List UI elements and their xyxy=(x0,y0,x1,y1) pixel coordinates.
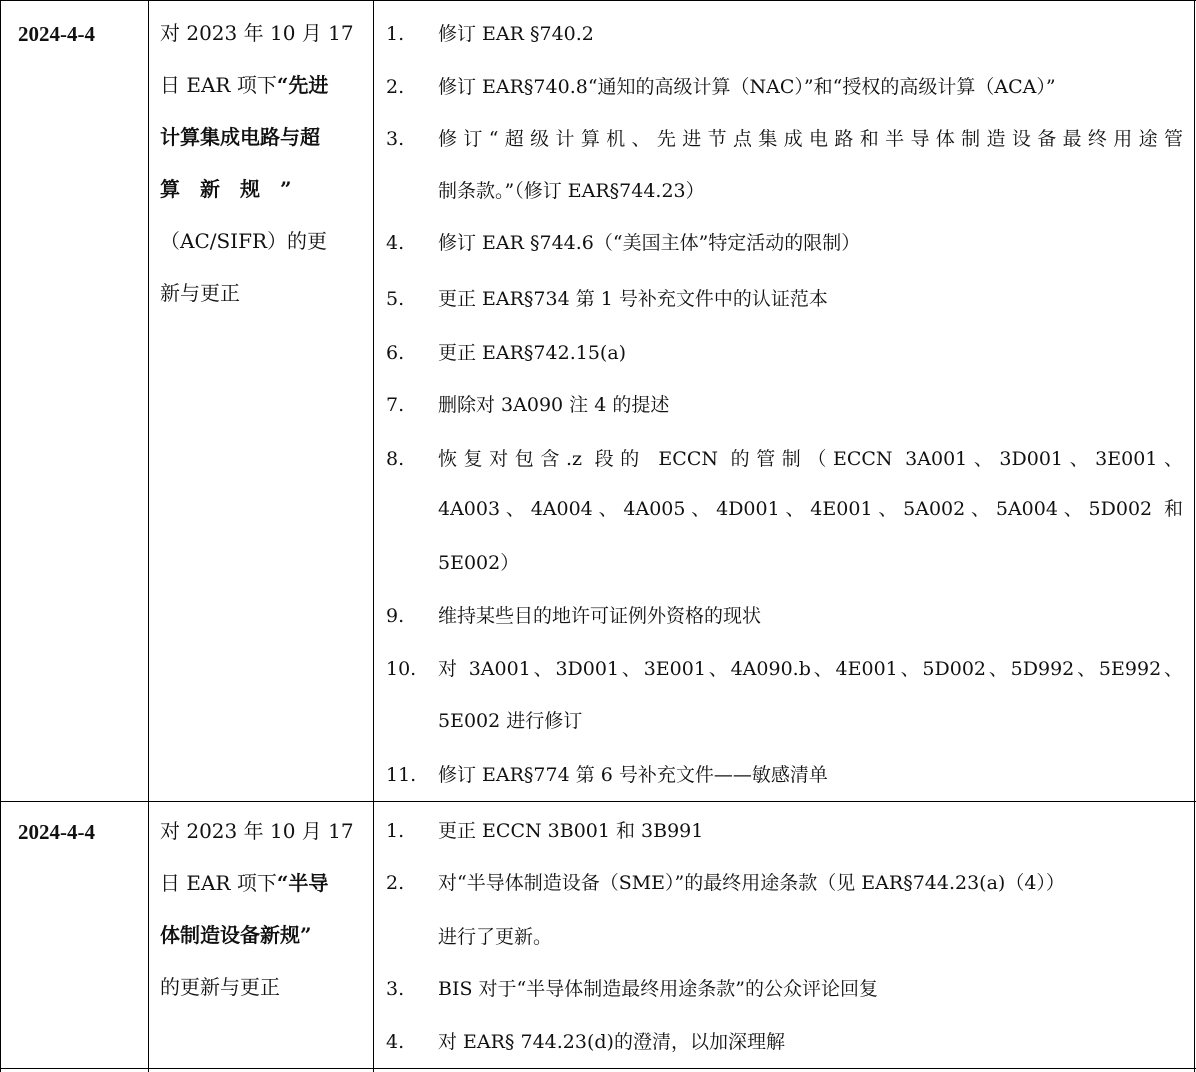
title-text: （AC/SIFR）的更 xyxy=(160,229,328,253)
item-number: 9. xyxy=(386,605,405,627)
item-text: 修订 EAR§740.8“通知的高级计算（NAC）”和“授权的高级计算（ACA）” xyxy=(438,76,1056,98)
item-text: 5E002） xyxy=(438,552,520,574)
row-divider xyxy=(0,801,1196,802)
title-bold-text: “先进 xyxy=(276,73,329,97)
table-border-right xyxy=(1194,0,1195,1072)
item-number: 3. xyxy=(386,978,405,1000)
title-line xyxy=(160,163,362,215)
item-text: BIS 对于“半导体制造最终用途条款”的公众评论回复 xyxy=(438,978,878,1000)
title-line xyxy=(160,267,362,319)
item-number: 2. xyxy=(386,76,405,98)
title-cell xyxy=(160,7,362,319)
item-text: 更正 EAR§734 第 1 号补充文件中的认证范本 xyxy=(438,288,828,310)
title-text: 对 2023 年 10 月 17 xyxy=(160,21,354,45)
item-text: 删除对 3A090 注 4 的提述 xyxy=(438,394,670,416)
item-number: 7. xyxy=(386,394,405,416)
table-border-top xyxy=(0,0,1196,1)
column-divider xyxy=(148,0,149,1072)
title-line xyxy=(160,857,362,909)
title-bold-text: 计算集成电路与超 xyxy=(160,125,320,149)
item-text: 4A003、4A004、4A005、4D001、4E001、5A002、5A004、5D002 和 xyxy=(438,498,1183,520)
title-bold-text: 算 新 规 ” xyxy=(160,177,292,201)
item-text: 恢复对包含.z 段的 ECCN 的管制（ECCN 3A001、3D001、3E001、 xyxy=(438,448,1183,470)
item-number: 2. xyxy=(386,872,405,894)
date-cell: 2024-4-4 xyxy=(18,22,95,46)
title-line xyxy=(160,59,362,111)
item-text: 修订 EAR §744.6（“美国主体”特定活动的限制） xyxy=(438,232,861,254)
item-text: 对 3A001、3D001、3E001、4A090.b、4E001、5D002、5D992、5E992、 xyxy=(438,658,1183,680)
title-text: 新与更正 xyxy=(160,281,240,305)
item-number: 4. xyxy=(386,1031,405,1053)
item-text: 进行了更新。 xyxy=(438,926,553,948)
title-text: 的更新与更正 xyxy=(160,975,280,999)
item-number: 3. xyxy=(386,128,405,150)
title-line xyxy=(160,111,362,163)
item-number: 10. xyxy=(386,658,417,680)
item-text: 更正 EAR§742.15(a) xyxy=(438,342,627,364)
item-text: 5E002 进行修订 xyxy=(438,710,583,732)
item-text: 修订“超级计算机、先进节点集成电路和半导体制造设备最终用途管 xyxy=(438,128,1183,150)
item-number: 8. xyxy=(386,448,405,470)
item-number: 1. xyxy=(386,23,405,45)
title-text: 日 EAR 项下 xyxy=(160,871,277,895)
title-bold-text: 体制造设备新规” xyxy=(160,923,312,947)
item-text: 修订 EAR §740.2 xyxy=(438,23,594,45)
title-line xyxy=(160,7,362,59)
title-line xyxy=(160,909,362,961)
item-number: 4. xyxy=(386,232,405,254)
title-cell xyxy=(160,805,362,1013)
item-text: 制条款。”（修订 EAR§744.23） xyxy=(438,180,705,202)
date-cell: 2024-4-4 xyxy=(18,820,95,844)
title-line xyxy=(160,215,362,267)
title-text: 对 2023 年 10 月 17 xyxy=(160,819,354,843)
title-text: 日 EAR 项下 xyxy=(160,73,277,97)
item-text: 更正 ECCN 3B001 和 3B991 xyxy=(438,820,704,842)
item-number: 6. xyxy=(386,342,405,364)
title-bold-text: “半导 xyxy=(276,871,329,895)
item-number: 5. xyxy=(386,288,405,310)
table-border-left xyxy=(0,0,1,1072)
item-text: 维持某些目的地许可证例外资格的现状 xyxy=(438,605,762,627)
item-text: 对“半导体制造设备（SME）”的最终用途条款（见 EAR§744.23(a)（4）） xyxy=(438,872,1065,894)
item-text: 对 EAR§ 744.23(d)的澄清，以加深理解 xyxy=(438,1031,785,1053)
item-text: 修订 EAR§774 第 6 号补充文件——敏感清单 xyxy=(438,764,828,786)
item-number: 1. xyxy=(386,820,405,842)
row-divider xyxy=(0,1068,1196,1069)
title-line xyxy=(160,805,362,857)
title-line xyxy=(160,961,362,1013)
column-divider xyxy=(373,0,374,1072)
item-number: 11. xyxy=(386,764,417,786)
